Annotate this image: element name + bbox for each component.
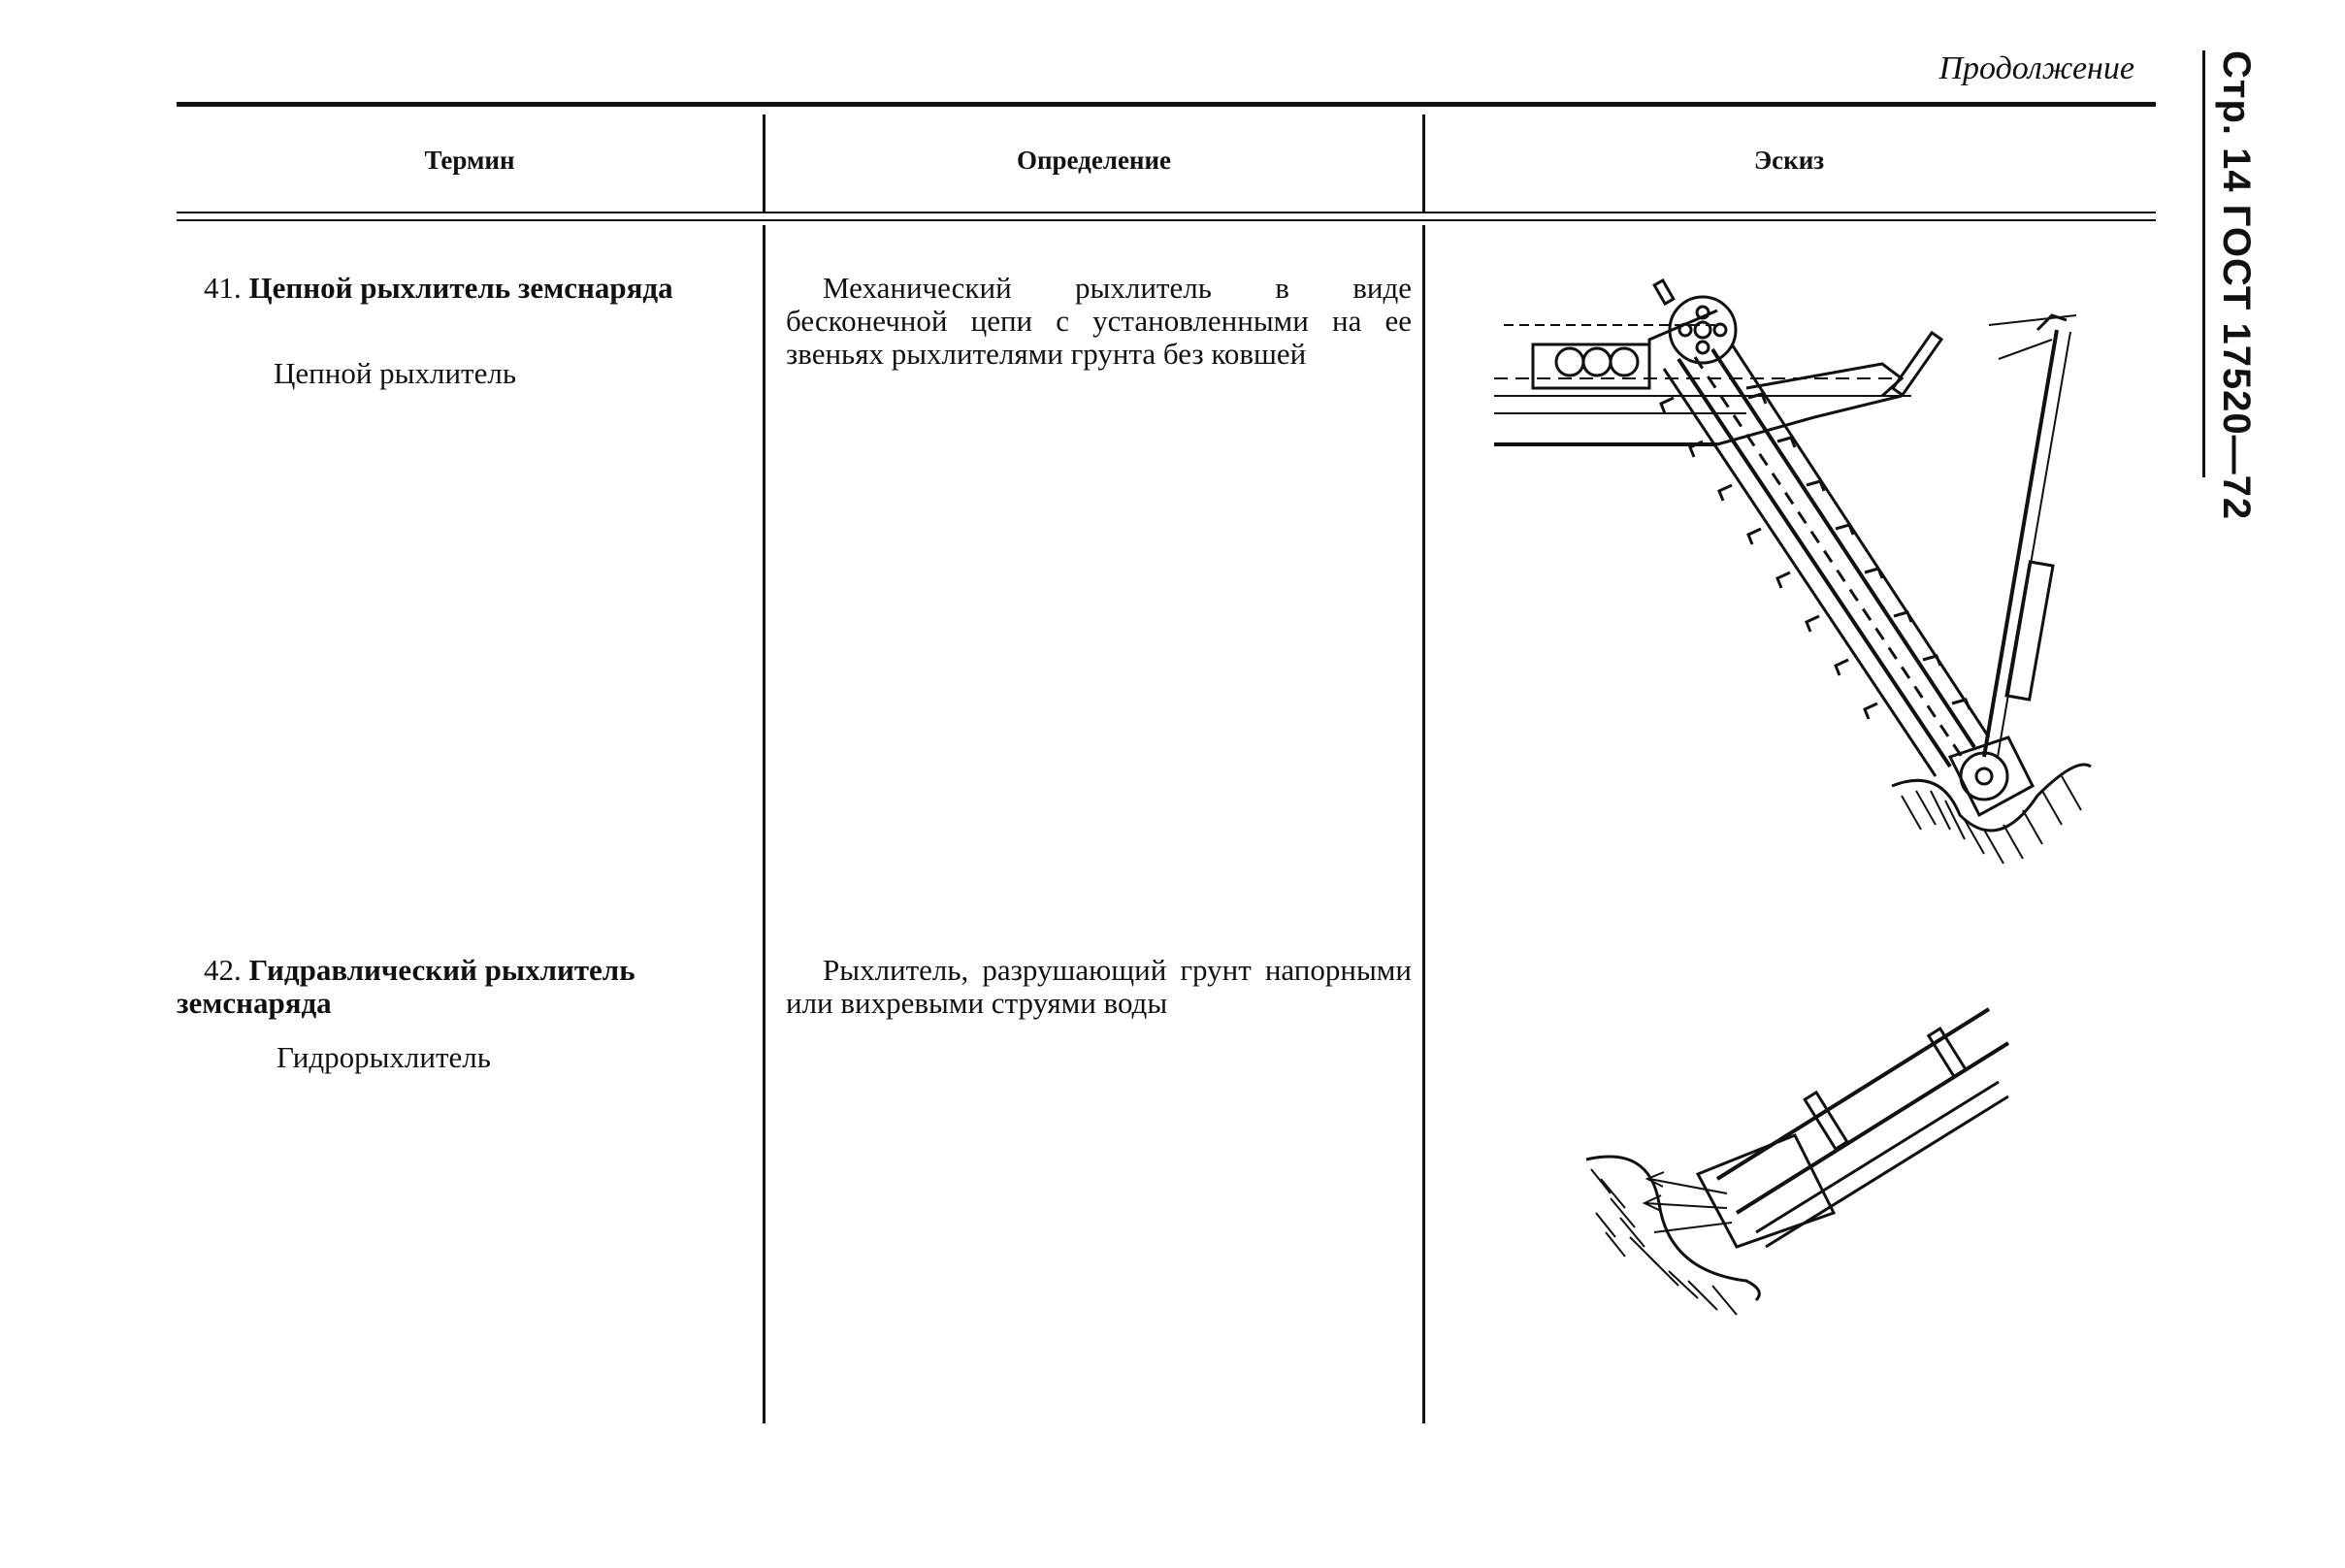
row-41-number: 41. (204, 271, 242, 305)
row-41-definition: Механический рыхлитель в виде бесконечной цепи с установленными на ее звеньях рыхлителями грунта без ковшей (786, 271, 1412, 371)
row-42-number: 42. (204, 953, 242, 987)
continuation-label: Продолжение (1938, 50, 2134, 86)
header-bottom-rule-2 (177, 219, 2156, 221)
header-term: Термин (424, 146, 515, 175)
table-row-41-term (177, 272, 749, 305)
side-header (2188, 50, 2275, 521)
header-bottom-rule-1 (177, 212, 2156, 213)
row-42-term-name: Гидравлический рыхлитель земснаряда (177, 953, 635, 1020)
header-definition: Определение (1016, 146, 1172, 175)
row-41-term-name: Цепной рыхлитель земснаряда (248, 271, 673, 305)
table-row-42-term (177, 954, 749, 1020)
header-sketch: Эскиз (1753, 146, 1825, 175)
row-42-definition: Рыхлитель, разрушающий грунт напорными или вихревыми струями воды (786, 953, 1412, 1020)
column-divider-1 (763, 225, 765, 1423)
row-42-synonym: Гидрорыхлитель (277, 1040, 491, 1074)
row-41-synonym: Цепной рыхлитель (274, 356, 516, 390)
table-top-rule (177, 102, 2156, 107)
column-divider-2 (1422, 225, 1425, 1423)
chain-cutter-sketch (1494, 272, 2115, 873)
side-header-text: Стр. 14 ГОСТ 17520—72 (2215, 50, 2258, 521)
hydraulic-cutter-sketch (1572, 990, 2018, 1329)
